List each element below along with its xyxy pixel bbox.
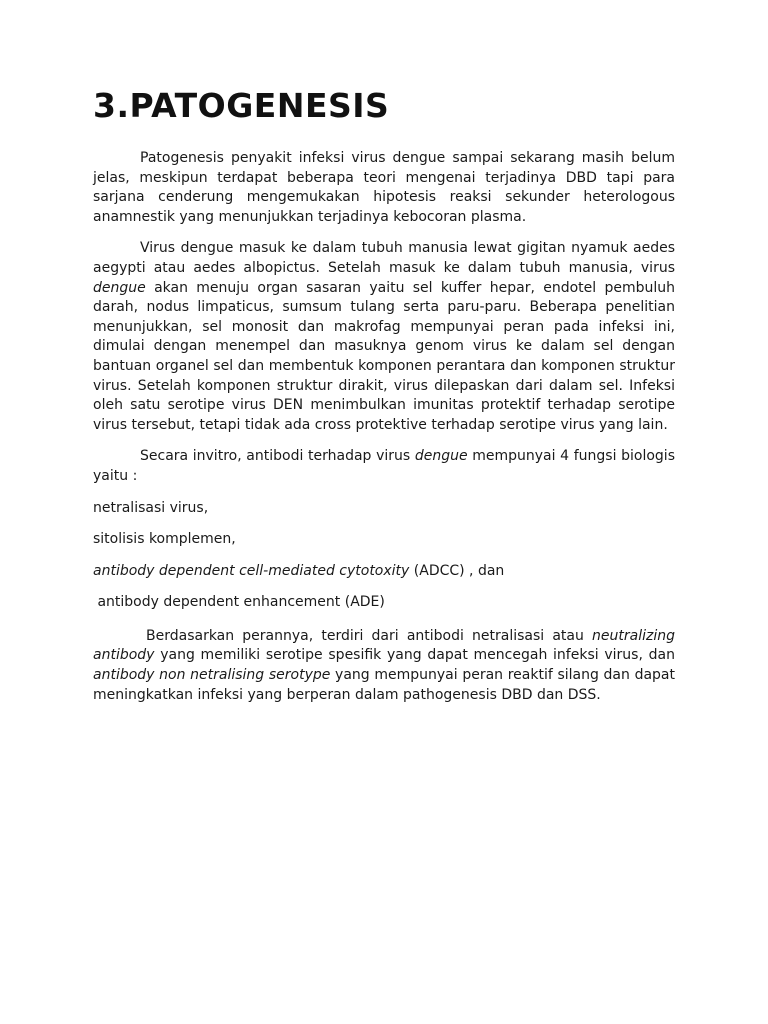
paragraph-neutralizing: [93, 627, 675, 705]
page-title: 3.PATOGENESIS: [93, 86, 390, 125]
paragraph-neutralizing-italic-b: antibody non netralising serotype: [93, 667, 331, 684]
paragraph-antibody-functions: [93, 447, 675, 486]
paragraph-virus-entry-italic: dengue: [93, 279, 146, 296]
paragraph-virus-entry: [93, 239, 675, 435]
document-page: [93, 84, 675, 705]
list-item-adcc: [93, 562, 675, 582]
list-item-netralisasi: netralisasi virus,: [93, 499, 209, 516]
paragraph-virus-entry-text-b: akan menuju organ sasaran yaitu sel kuffer hepar, endotel pembuluh darah, nodus limpaticus, sumsum tulang serta paru-paru. Beberapa penelitian menunjukkan, sel monosit dan makrofag mempunyai peran pada infeksi ini, dimulai dengan menempel dan masuknya genom virus ke dalam sel dengan bantuan organel sel dan membentuk komponen perantara dan komponen struktur virus. Setelah komponen struktur dirakit, virus dilepaskan dari dalam sel. Infeksi oleh satu serotipe virus DEN menimbulkan imunitas protektif terhadap serotipe virus tersebut, tetapi tidak ada cross protektive terhadap serotipe virus yang lain.: [93, 279, 675, 433]
paragraph-antibody-text-a: Secara invitro, antibodi terhadap virus: [140, 448, 415, 465]
list-item-adcc-italic: antibody dependent cell-mediated cytotoxity: [93, 562, 410, 579]
paragraph-neutralizing-italic-a: neutralizing antibody: [93, 627, 675, 664]
paragraph-antibody-italic: dengue: [414, 448, 468, 465]
list-item-sitolisis: sitolisis komplemen,: [93, 531, 236, 548]
paragraph-antibody-text-b: mempunyai 4 fungsi biologis yaitu :: [93, 448, 675, 484]
list-item-adcc-rest: (ADCC) , dan: [409, 562, 505, 579]
paragraph-neutralizing-text-b: yang memiliki serotipe spesifik yang dapat mencegah infeksi virus, dan: [154, 647, 675, 664]
paragraph-virus-entry-text-a: Virus dengue masuk ke dalam tubuh manusia lewat gigitan nyamuk aedes aegypti atau aedes albopictus. Setelah masuk ke dalam tubuh manusia, virus: [93, 240, 675, 276]
paragraph-intro: Patogenesis penyakit infeksi virus dengue sampai sekarang masih belum jelas, meskipun terdapat beberapa teori mengenai terjadinya DBD tapi para sarjana cenderung mengemukakan hipotesis reaksi sekunder heterologous anamnestik yang menunjukkan terjadinya kebocoran plasma.: [93, 150, 675, 225]
paragraph-neutralizing-text-c: yang mempunyai peran reaktif silang dan dapat meningkatkan infeksi yang berperan dalam pathogenesis DBD dan DSS.: [93, 667, 675, 703]
list-item-ade: antibody dependent enhancement (ADE): [93, 594, 385, 611]
paragraph-neutralizing-text-a: Berdasarkan perannya, terdiri dari antibodi netralisasi atau: [146, 627, 593, 644]
